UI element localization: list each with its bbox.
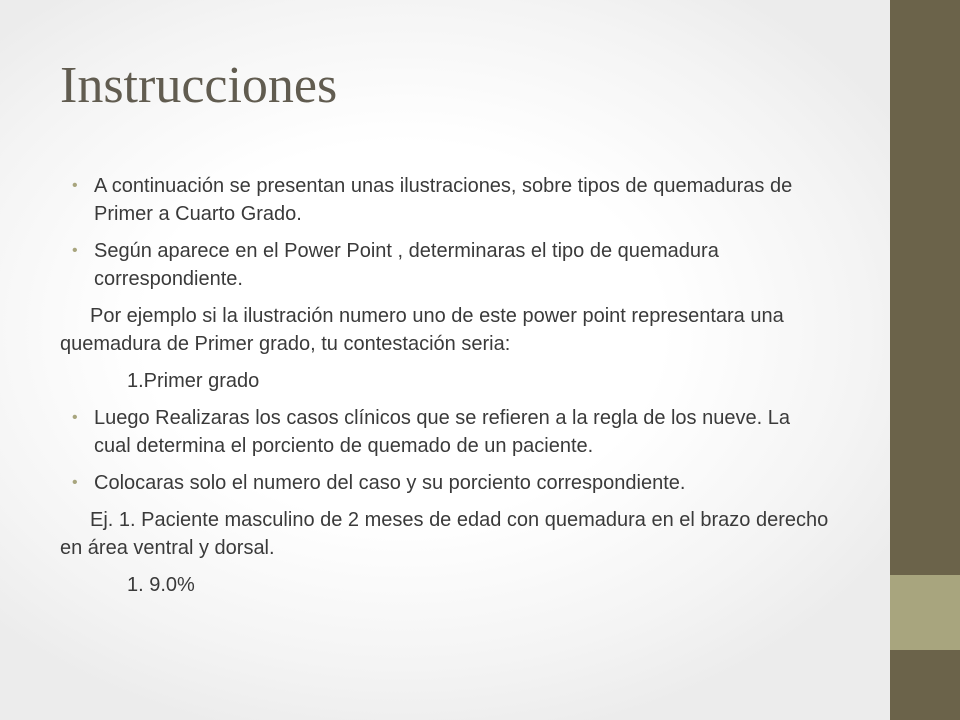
bullet-text: Según aparece en el Power Point , determinaras el tipo de quemadura correspondiente. bbox=[94, 240, 719, 290]
side-bar-middle bbox=[890, 575, 960, 650]
slide-body bbox=[60, 172, 830, 608]
case-text: Ej. 1. Paciente masculino de 2 meses de edad con quemadura en el brazo derecho en área ventral y dorsal. bbox=[60, 509, 829, 559]
bullet-marker: • bbox=[72, 409, 78, 426]
example-answer: 1.Primer grado bbox=[127, 370, 260, 392]
bullet-marker: • bbox=[72, 177, 78, 194]
slide-title: Instrucciones bbox=[60, 57, 338, 114]
bullet-marker: • bbox=[72, 474, 78, 491]
case-paragraph bbox=[60, 506, 830, 562]
bullet-marker: • bbox=[72, 242, 78, 259]
bullet-item bbox=[60, 237, 830, 293]
bullet-text: Luego Realizaras los casos clínicos que se refieren a la regla de los nueve. La cual determina el porciento de quemado de un paciente. bbox=[94, 407, 790, 457]
bullet-item bbox=[60, 469, 830, 497]
bullet-text: Colocaras solo el numero del caso y su porciento correspondiente. bbox=[94, 472, 686, 494]
case-answer: 1. 9.0% bbox=[127, 574, 195, 596]
example-paragraph bbox=[60, 302, 830, 358]
bullet-item bbox=[60, 172, 830, 228]
bullet-item bbox=[60, 404, 830, 460]
side-bar-bottom bbox=[890, 650, 960, 720]
side-bar-top bbox=[890, 0, 960, 575]
bullet-text: A continuación se presentan unas ilustraciones, sobre tipos de quemaduras de Primer a Cuarto Grado. bbox=[94, 175, 793, 225]
example-text: Por ejemplo si la ilustración numero uno de este power point representara una quemadura de Primer grado, tu contestación seria: bbox=[60, 305, 784, 355]
